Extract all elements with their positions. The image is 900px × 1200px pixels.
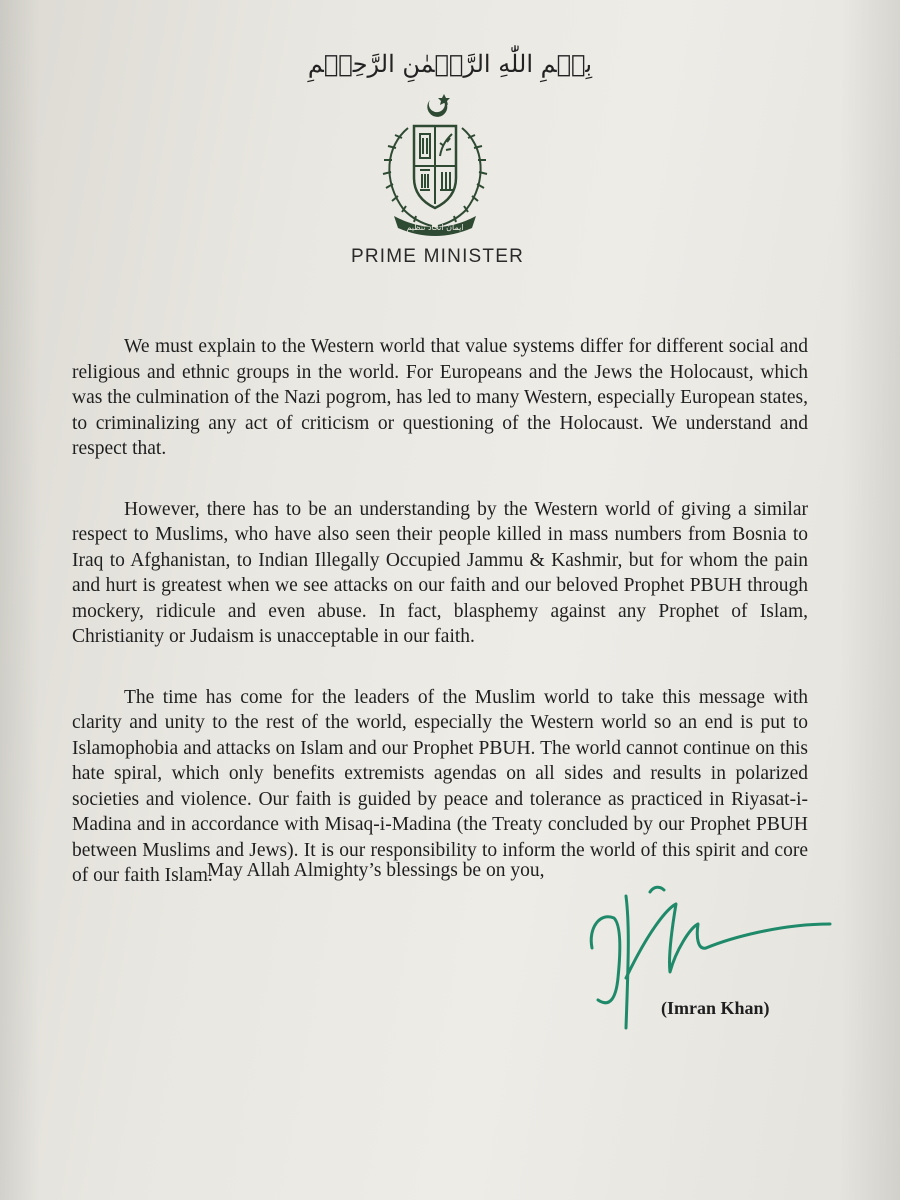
page-shadow-left (0, 0, 40, 1200)
letter-body (72, 334, 808, 924)
page-shadow-right (840, 0, 900, 1200)
office-title: PRIME MINISTER (350, 246, 525, 267)
state-emblem-icon (368, 86, 502, 236)
paragraph-3: The time has come for the leaders of the Muslim world to take this message with clarity and unity to the rest of the world, especially the Western world so an end is put to Islamophobia and attacks on Islam and our Prophet PBUH. The world cannot continue on this hate spiral, which only benefits extremists agendas on all sides and results in polarized societies and violence. Our faith is guided by peace and tolerance as practiced in Riyasat-i-Madina and in accordance with Misaq-i-Madina (the Treaty concluded by our Prophet PBUH between Muslims and Jews). It is our responsibility to inform the world of this spirit and core of our faith Islam. (72, 686, 808, 886)
emblem-motto: ایمان اتحاد تنظیم (406, 223, 464, 232)
bismillah-calligraphy: بِسۡمِ اللّٰهِ الرَّحۡمٰنِ الرَّحِيۡمِ (307, 50, 593, 78)
paragraph-2: However, there has to be an understanding by the Western world of giving a similar respect to Muslims, who have also seen their people killed in mass numbers from Bosnia to Iraq to Afghanistan, to Indian Illegally Occupied Jammu & Kashmir, but for whom the pain and hurt is greatest when we see attacks on our faith and our beloved Prophet PBUH through mockery, ridicule and even abuse. In fact, blasphemy against any Prophet of Islam, Christianity or Judaism is unacceptable in our faith. (72, 498, 808, 647)
signatory-name: (Imran Khan) (661, 998, 770, 1018)
closing-line: May Allah Almighty’s blessings be on you, (207, 860, 545, 881)
paragraph-1: We must explain to the Western world that value systems differ for different social and religious and ethnic groups in the world. For Europeans and the Jews the Holocaust, which was the culmination of the Nazi pogrom, has led to many Western, especially European states, to criminalizing any act of criticism or questioning of the Holocaust. We understand and respect that. (72, 336, 808, 459)
